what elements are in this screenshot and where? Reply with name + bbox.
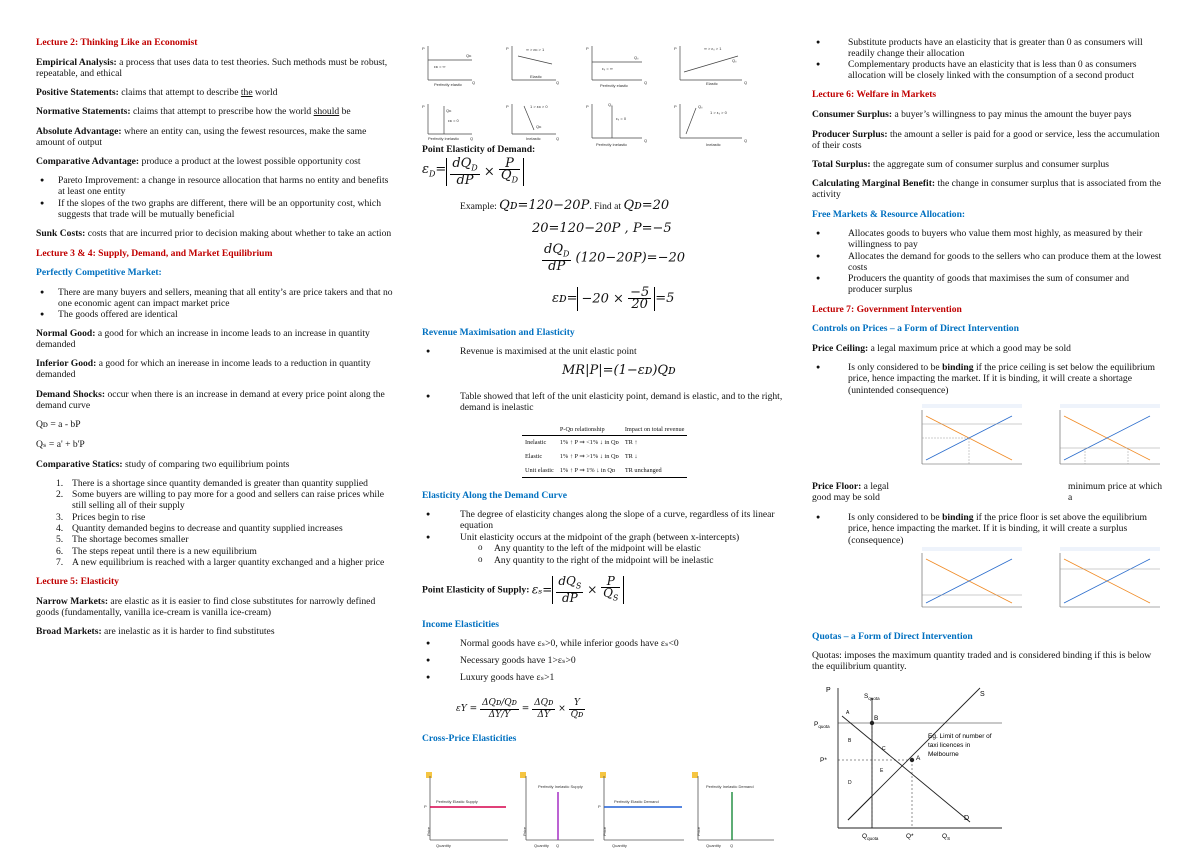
- axis-p-label: P: [826, 687, 831, 694]
- svg-text:P: P: [674, 104, 677, 109]
- controls-heading: Controls on Prices – a Form of Direct Intervention: [812, 323, 1019, 334]
- pstar-label: P*: [820, 757, 827, 764]
- list-item: ● Is only considered to be binding if the price floor is set above the equilibrium price, hence impacting the market. If it is binding, it will create a surplus (consequence): [812, 512, 1164, 546]
- svg-text:Quantity: Quantity: [436, 843, 451, 848]
- svg-text:Quantity: Quantity: [534, 843, 549, 848]
- qs-label: $Q_S$: [942, 833, 951, 841]
- svg-text:∞ > εₛ > 1: ∞ > εₛ > 1: [704, 46, 722, 51]
- demand-line: [842, 716, 970, 822]
- graph-perfectly-inelastic-supply: [586, 102, 647, 147]
- broad-markets: Broad Markets: are inelastic as it is harder to find substitutes: [36, 626, 275, 637]
- svg-text:Q: Q: [744, 80, 748, 85]
- list-item: ● Allocates the demand for goods to the sellers who can produce them at the lowest costs: [812, 251, 1164, 274]
- price-ceiling-diagrams: [902, 402, 1168, 476]
- revenue-heading: Revenue Maximisation and Elasticity: [422, 327, 575, 338]
- demand-label: D: [964, 815, 970, 822]
- svg-text:εᴅ = ∞: εᴅ = ∞: [434, 64, 446, 69]
- floor-binding-graph: [1060, 547, 1160, 607]
- svg-text:Qᴅ: Qᴅ: [446, 108, 452, 113]
- svg-text:Qₛ: Qₛ: [608, 102, 613, 107]
- area-c-label: C: [882, 746, 886, 752]
- comparative-advantage: Comparative Advantage: produce a product at the lowest possible opportunity cost: [36, 156, 361, 167]
- inferior-good: Inferior Good: a good for which an inerease in income leads to a reduction in quantity demanded: [36, 358, 371, 381]
- perfectly-competitive-heading: Perfectly Competitive Market:: [36, 267, 162, 278]
- ped-formula: $\varepsilon_D=$ $\frac{dQ_D}{dP}$ × $\frac{P}{Q_D}$: [422, 158, 788, 186]
- free-markets-heading: Free Markets & Resource Allocation:: [812, 209, 966, 220]
- svg-text:P: P: [586, 46, 589, 51]
- normative-statements: Normative Statements: claims that attempt to prescribe how the world should be: [36, 106, 351, 117]
- area-b-label: B: [848, 738, 852, 744]
- list-item: 2. Some buyers are willing to pay more for a good and sellers can raise prices while still selling all of their supply: [56, 489, 384, 512]
- svg-text:Perfectly elastic: Perfectly elastic: [600, 83, 629, 88]
- ped-heading: Point Elasticity of Demand:: [422, 144, 536, 155]
- list-item: ● Necessary goods have 1>εₛ>0: [422, 655, 788, 666]
- qs-equation: Qₛ = a' + b'P: [36, 439, 85, 450]
- svg-text:Perfectly inelastic: Perfectly inelastic: [428, 136, 460, 141]
- absolute-advantage: Absolute Advantage: where an entity can, using the fewest resources, make the same amount of output: [36, 126, 367, 149]
- qquota-label: $Q_{quota}$: [862, 833, 879, 841]
- squota-label: $S_{quota}$: [864, 693, 880, 701]
- quota-note-1: Eg. Limit of number of: [928, 733, 992, 740]
- svg-text:Price: Price: [426, 826, 431, 836]
- comparative-statics: Comparative Statics: study of comparing two equilibrium points: [36, 459, 290, 470]
- list-item: 3. Prices begin to rise: [56, 512, 146, 523]
- area-e-label: E: [880, 768, 884, 774]
- svg-text:Q: Q: [470, 136, 474, 141]
- consumer-surplus: Consumer Surplus: a buyer’s willingness to pay minus the amount the buyer pays: [812, 109, 1132, 120]
- total-surplus: Total Surplus: the aggregate sum of consumer surplus and consumer surplus: [812, 159, 1110, 170]
- narrow-markets: Narrow Markets: are elastic as it is easier to find close substitutes for narrowly defined goods (fundamentally, vanilla ice-cream is vanilla ice-cream): [36, 596, 376, 619]
- svg-text:Q: Q: [730, 843, 734, 848]
- graph-inelastic-supply: [674, 104, 747, 147]
- svg-text:P: P: [586, 104, 589, 109]
- lecture-2-heading: Lecture 2: Thinking Like an Economist: [36, 37, 198, 48]
- svg-text:P: P: [422, 104, 425, 109]
- qstar-label: Q*: [906, 833, 914, 840]
- list-item: 5. The shortage becomes smaller: [56, 534, 189, 545]
- quota-diagram: [812, 680, 1164, 849]
- svg-text:Qₛ: Qₛ: [698, 104, 703, 109]
- area-a-label: A: [846, 710, 850, 716]
- list-item: ● Revenue is maximised at the unit elastic point: [422, 346, 788, 357]
- demand-shocks: Demand Shocks: occur when there is an increase in demand at every price point along the demand curve: [36, 389, 385, 412]
- ceiling-binding-graph: [1060, 404, 1160, 464]
- svg-text:Q: Q: [556, 136, 560, 141]
- svg-text:Inelastic: Inelastic: [526, 136, 541, 141]
- svg-text:P: P: [424, 804, 427, 809]
- svg-text:Perfectly Inelastic Supply: Perfectly Inelastic Supply: [538, 784, 583, 789]
- svg-text:P: P: [598, 804, 601, 809]
- list-item: ● Allocates goods to buyers who value them most highly, as measured by their willingness to pay: [812, 228, 1164, 251]
- svg-text:Price: Price: [696, 826, 701, 836]
- svg-text:Price: Price: [602, 826, 607, 836]
- list-item: 7. A new equilibrium is reached with a larger quantity exchanged and a higher price: [56, 557, 385, 568]
- svg-text:Q: Q: [472, 80, 476, 85]
- elasticity-graphs-row2: [422, 100, 792, 148]
- svg-text:Perfectly Elastic Supply: Perfectly Elastic Supply: [436, 799, 478, 804]
- svg-text:Q: Q: [644, 80, 648, 85]
- lecture-7-heading: Lecture 7: Government Intervention: [812, 304, 962, 315]
- svg-text:Perfectly elastic: Perfectly elastic: [434, 82, 463, 87]
- list-item: 1. There is a shortage since quantity demanded is greater than quantity supplied: [56, 478, 368, 489]
- graph-perfectly-inelastic-demand-green: [692, 772, 774, 848]
- svg-text:Quantity: Quantity: [612, 843, 627, 848]
- normal-good: Normal Good: a good for which an increase in income leads to an increase in quantity demanded: [36, 328, 370, 351]
- svg-text:Qᴅ: Qᴅ: [466, 53, 472, 58]
- svg-text:Q: Q: [744, 138, 748, 143]
- svg-text:εᴅ = 0: εᴅ = 0: [448, 118, 459, 123]
- svg-text:1 > εᴅ > 0: 1 > εᴅ > 0: [530, 104, 548, 109]
- graph-inelastic-demand: [506, 104, 559, 141]
- svg-text:Perfectly Elastic Demand: Perfectly Elastic Demand: [614, 799, 659, 804]
- along-heading: Elasticity Along the Demand Curve: [422, 490, 567, 501]
- svg-text:εₛ = ∞: εₛ = ∞: [602, 66, 613, 71]
- svg-text:P: P: [506, 46, 509, 51]
- svg-text:P: P: [506, 104, 509, 109]
- pquota-label: $P_{quota}$: [814, 721, 830, 729]
- list-item: o Any quantity to the left of the midpoint will be elastic: [422, 543, 788, 554]
- quota-note-2: taxi licences in: [928, 742, 971, 749]
- elasticity-table: P-Qᴅ relationship Impact on total revenue Inelastic 1% ↑ P ⇒ <1% ↓ in Qᴅ TR ↑ Elastic 1% ↑ P ⇒ >1% ↓ in Qᴅ TR ↓ Unit elastic 1% ↑ P ⇒ 1% ↓ in Qᴅ TR unchanged: [522, 424, 687, 478]
- qd-equation: Qᴅ = a - bP: [36, 419, 81, 430]
- graph-perfectly-elastic-supply-red: [424, 772, 508, 848]
- list-item: o Any quantity to the right of the midpoint will be inelastic: [422, 555, 788, 566]
- positive-statements: Positive Statements: claims that attempt to describe the world: [36, 87, 278, 98]
- svg-text:Q: Q: [556, 843, 560, 848]
- point-b-label: B: [874, 715, 879, 722]
- graph-elastic-demand: [506, 46, 559, 85]
- income-heading: Income Elasticities: [422, 619, 500, 630]
- list-item: ● Unit elasticity occurs at the midpoint of the graph (between x-intercepts): [422, 532, 788, 543]
- svg-text:1 > εₛ > 0: 1 > εₛ > 0: [710, 110, 727, 115]
- area-d-label: D: [848, 780, 852, 786]
- list-item: 6. The steps repeat until there is a new equilibrium: [56, 546, 257, 557]
- svg-text:Perfectly Inelastic Demand: Perfectly Inelastic Demand: [706, 784, 754, 789]
- list-item: ● Is only considered to be binding if the price ceiling is set below the equilibrium price, hence impacting the market. If it is binding, it will create a shortage (unintended consequence): [812, 362, 1164, 396]
- quotas-definition: Quotas: imposes the maximum quantity traded and is considered binding if this is below the equilibrium quantity.: [812, 650, 1152, 673]
- example-step2: $\frac{dQ_D}{dP}$ (120−20P)=−20: [544, 242, 686, 274]
- svg-text:∞ > εᴅ > 1: ∞ > εᴅ > 1: [526, 47, 545, 52]
- graph-perfectly-inelastic-supply-purple: [520, 772, 594, 848]
- list-item: ● Pareto Improvement: a change in resource allocation that harms no entity and benefits at least one entity: [36, 175, 396, 198]
- empirical-analysis: Empirical Analysis: a process that uses data to test theories. Such methods must be robust, repeatable, and ethical: [36, 57, 388, 80]
- price-floor: Price Floor: a legal minimum price at which a: [812, 481, 1163, 504]
- supply-demand-extreme-graphs: [422, 770, 788, 849]
- example-line: Example: Qᴅ=120−20P. Find at Qᴅ=20: [460, 198, 670, 213]
- graph-perfectly-inelastic-demand: [422, 104, 473, 141]
- cross-price-heading: Cross-Price Elasticities: [422, 733, 517, 744]
- supply-label: S: [980, 691, 985, 698]
- example-step1: 20=120−20P , P=−5: [532, 221, 672, 236]
- list-item: ● Luxury goods have εₛ>1: [422, 672, 788, 683]
- svg-text:εₛ = 0: εₛ = 0: [616, 116, 627, 121]
- point-a-label: A: [916, 755, 921, 762]
- list-item: ● Complementary products have an elasticity that is less than 0 as consumers allocation will be closely linked with the consumption of a second product: [812, 59, 1164, 82]
- graph-perfectly-elastic-supply: [586, 46, 647, 88]
- svg-text:P: P: [674, 46, 677, 51]
- sunk-costs: Sunk Costs: costs that are incurred prior to decision making about whether to take an action: [36, 228, 392, 239]
- price-floor-diagrams: [902, 545, 1168, 619]
- svg-text:Perfectly inelastic: Perfectly inelastic: [596, 142, 628, 147]
- list-item: ● The goods offered are identical: [36, 309, 396, 320]
- list-item: ● The degree of elasticity changes along the slope of a curve, regardless of its linear equation: [422, 509, 788, 532]
- example-step3: εᴅ= −20 × $\frac{-5}{20}$ =5: [552, 285, 675, 313]
- price-floor-cont: good may be sold: [812, 492, 880, 503]
- price-ceiling: Price Ceiling: a legal maximum price at which a good may be sold: [812, 343, 1071, 354]
- lecture-6-heading: Lecture 6: Welfare in Markets: [812, 89, 937, 100]
- list-item: ● Normal goods have εₛ>0, while inferior goods have εₛ<0: [422, 638, 788, 649]
- svg-text:Qₛ: Qₛ: [732, 58, 737, 63]
- table-cell: Elastic: [525, 453, 543, 461]
- mr-formula: MR|P|=(1−εᴅ)Qᴅ: [562, 363, 676, 378]
- marginal-benefit: Calculating Marginal Benefit: the change in consumer surplus that is associated from the activity: [812, 178, 1162, 201]
- svg-text:Qᴅ: Qᴅ: [536, 124, 542, 129]
- ceiling-nonbinding-graph: [922, 404, 1022, 464]
- svg-text:P: P: [422, 46, 425, 51]
- pes-formula: Point Elasticity of Supply: εₛ= $\frac{dQ_S}{dP}$ × $\frac{P}{Q_S}$: [422, 576, 788, 604]
- svg-text:Q: Q: [556, 80, 560, 85]
- svg-text:Inelastic: Inelastic: [706, 142, 721, 147]
- list-item: ● Substitute products have an elasticity that is greater than 0 as consumers will readily change their allocation: [812, 37, 1164, 60]
- graph-elastic-supply: [674, 46, 747, 86]
- svg-text:Qₛ: Qₛ: [634, 55, 639, 60]
- list-item: ● Table showed that left of the unit elasticity point, demand is elastic, and to the right, demand is inelastic: [422, 391, 788, 414]
- lecture-5-heading: Lecture 5: Elasticity: [36, 576, 119, 587]
- list-item: 4. Quantity demanded begins to decrease and quantity supplied increases: [56, 523, 343, 534]
- svg-text:Q: Q: [644, 138, 648, 143]
- list-item: ● Producers the quantity of goods that maximises the sum of consumer and producer surplus: [812, 273, 1164, 296]
- list-item: ● There are many buyers and sellers, meaning that all entity’s are price takers and that no one economic agent can impact market price: [36, 287, 396, 310]
- svg-text:Price: Price: [522, 826, 527, 836]
- lecture-34-heading: Lecture 3 & 4: Supply, Demand, and Market Equilibrium: [36, 248, 273, 259]
- list-item: ● If the slopes of the two graphs are different, there will be an opportunity cost, which suggests that trade will be mutually beneficial: [36, 198, 396, 221]
- table-cell: Unit elastic: [525, 466, 554, 474]
- graph-perfectly-elastic-demand: [422, 46, 475, 87]
- elasticity-graphs-row1: [422, 42, 792, 90]
- svg-text:Quantity: Quantity: [706, 843, 721, 848]
- svg-text:Elastic: Elastic: [530, 74, 542, 79]
- quota-note-3: Melbourne: [928, 751, 959, 758]
- quotas-heading: Quotas – a Form of Direct Intervention: [812, 631, 973, 642]
- graph-perfectly-elastic-demand-blue: [598, 772, 684, 848]
- income-elasticity-formula: εY = $\frac{\text{ΔQᴅ/Qᴅ}}{\Delta Y/Y}$ = $\frac{\text{ΔQᴅ}}{\Delta Y}$ × $\frac{Y}{\text{Qᴅ}}$: [456, 698, 584, 721]
- table-cell: Inelastic: [525, 439, 547, 447]
- floor-nonbinding-graph: [922, 547, 1022, 607]
- svg-text:Elastic: Elastic: [706, 81, 718, 86]
- producer-surplus: Producer Surplus: the amount a seller is paid for a good or service, less the accumulation of their costs: [812, 129, 1160, 152]
